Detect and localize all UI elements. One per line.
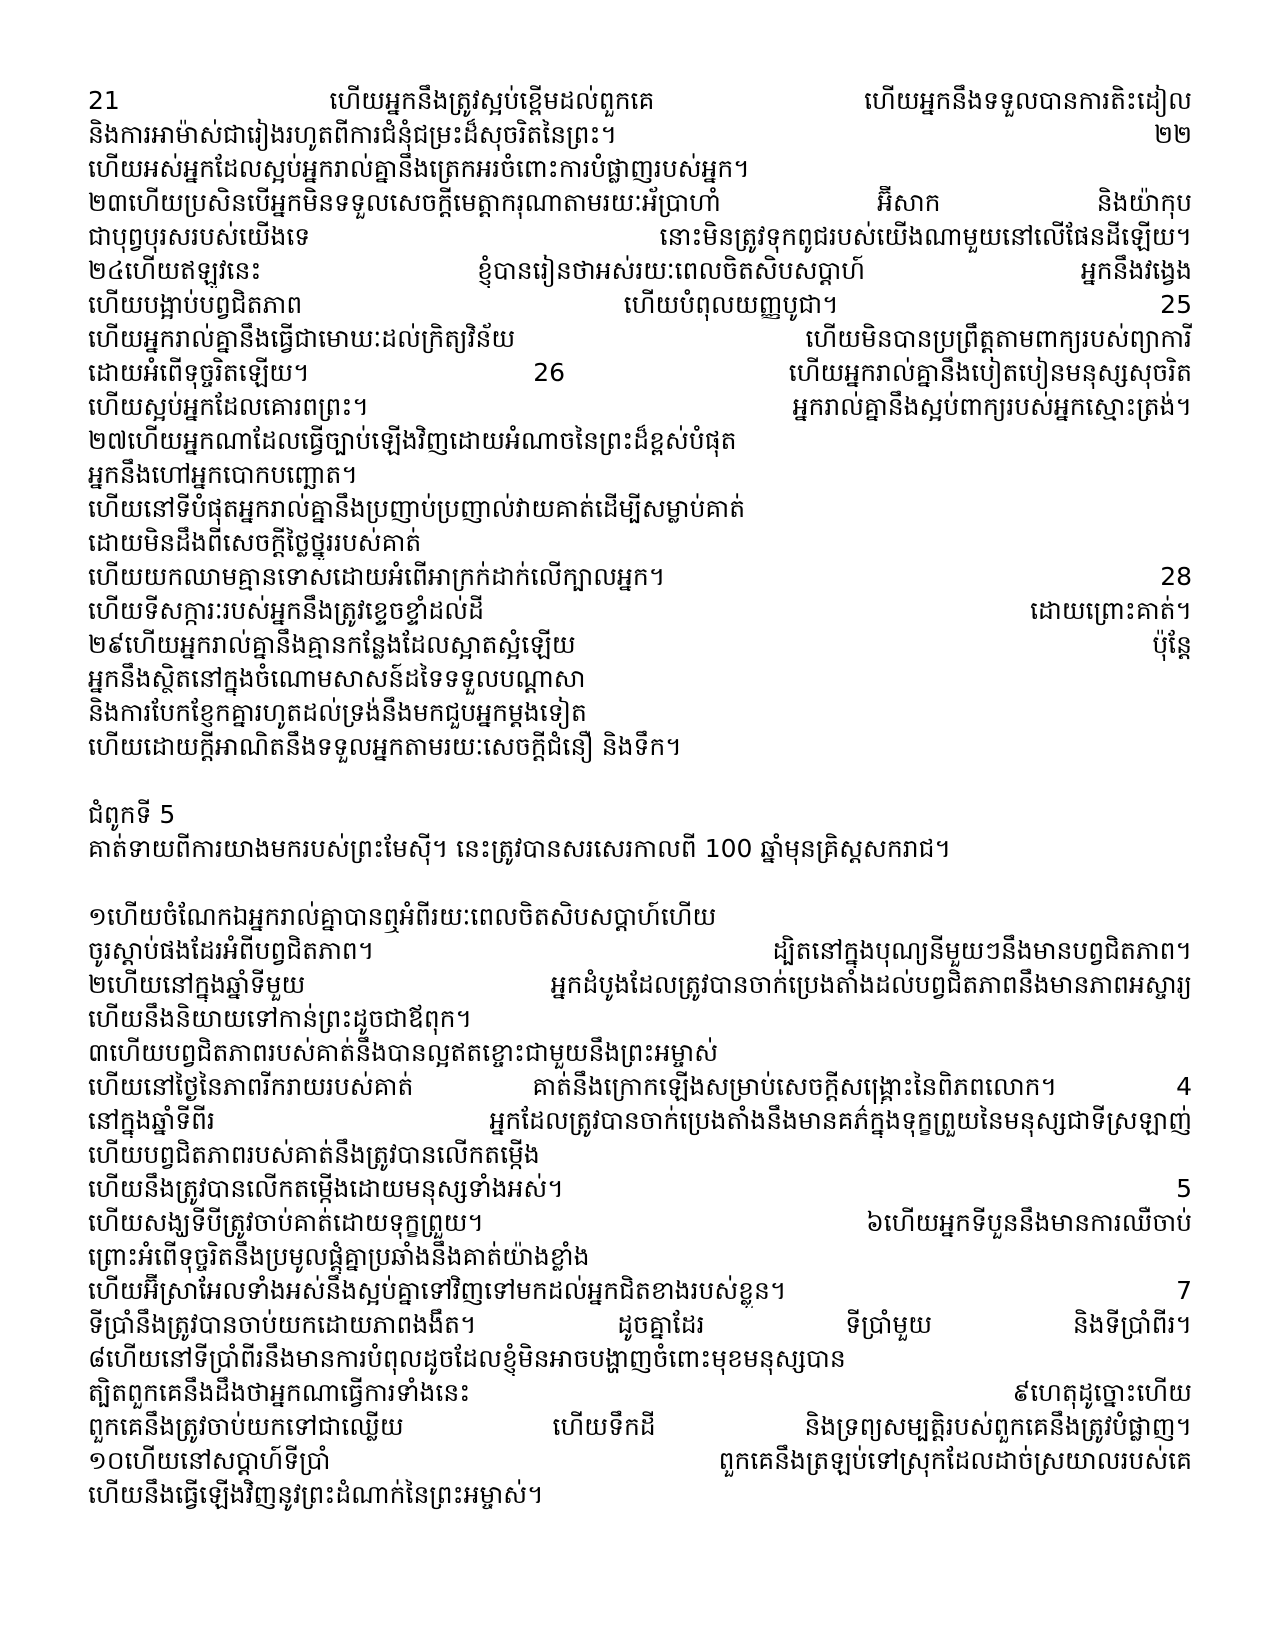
text-segment: ៩ហេតុដូច្នោះហើយ — [1012, 1378, 1192, 1407]
text-segment: អ្នករាល់គ្នានឹងស្អប់ពាក្យរបស់អ្នកស្មោះត្រង់។ — [792, 392, 1192, 421]
text-line — [88, 288, 1192, 322]
text-segment: អ្នកនឹងហៅអ្នកបោកបញ្ឆោត។ — [88, 460, 358, 489]
text-segment: ២៤ហើយឥឡូវនេះ — [88, 256, 262, 285]
text-segment: ១ហើយចំណែកឯអ្នករាល់គ្នាបានឮអំពីរយៈពេលចិតសិបសប្តាហ៍ហើយ — [88, 902, 717, 931]
text-line — [88, 1274, 1192, 1308]
text-line — [88, 1036, 1192, 1070]
text-segment: ពួកគេនឹងត្រឡប់ទៅស្រុកដែលដាច់ស្រយាលរបស់គេ — [718, 1446, 1192, 1475]
text-line — [88, 1206, 1192, 1240]
text-line — [88, 764, 1192, 798]
text-segment: ១០ហើយនៅសប្តាហ៍ទីប្រាំ — [88, 1446, 331, 1475]
text-segment: ហើយមិនបានប្រព្រឹត្តតាមពាក្យរបស់ព្យាការី — [805, 324, 1192, 353]
text-segment: ហើយនឹងត្រូវបានលើកតម្កើងដោយមនុស្សទាំងអស់។ — [88, 1174, 564, 1203]
text-line — [88, 1342, 1192, 1376]
text-segment: ព្រោះអំពើទុច្ចរិតនឹងប្រមូលផ្តុំគ្នាប្រឆាំងនឹងគាត់យ៉ាងខ្លាំង — [88, 1242, 590, 1271]
text-line — [88, 186, 1192, 220]
text-segment: និងយ៉ាកុប — [1096, 188, 1192, 217]
text-line — [88, 662, 1192, 696]
text-line — [88, 152, 1192, 186]
text-line — [88, 832, 1192, 866]
text-segment: 4 — [1176, 1072, 1192, 1101]
text-segment: 5 — [1176, 1174, 1192, 1203]
text-segment: ហើយស្អប់អ្នកដែលគោរពព្រះ។ — [88, 392, 369, 421]
text-segment: ជាបុព្វបុរសរបស់យើងទេ — [88, 222, 311, 251]
text-segment: ហើយអ្នកនឹងទទួលបានការតិះដៀល — [864, 86, 1192, 115]
text-segment: និងទីប្រាំពីរ។ — [1072, 1310, 1192, 1339]
text-segment: អ្នកដំបូងដែលត្រូវបានចាក់ប្រេងតាំងដល់បព្វជិតភាពនឹងមានភាពអស្ចារ្យ — [550, 970, 1192, 999]
text-segment: ហើយនៅទីបំផុតអ្នករាល់គ្នានឹងប្រញាប់ប្រញាល់វាយគាត់ដើម្បីសម្លាប់គាត់ — [88, 494, 746, 523]
text-segment: ហើយនៅថ្ងៃនៃភាពរីករាយរបស់គាត់ — [88, 1072, 414, 1101]
text-segment: 7 — [1176, 1276, 1192, 1305]
document-page — [88, 84, 1192, 1512]
text-segment: គាត់នឹងក្រោកឡើងសម្រាប់សេចក្តីសង្គ្រោះនៃពិភពលោក។ — [532, 1072, 1058, 1101]
text-line — [88, 560, 1192, 594]
text-line — [88, 1172, 1192, 1206]
text-segment: 25 — [1160, 290, 1192, 319]
text-line — [88, 1410, 1192, 1444]
text-segment: 21 — [88, 86, 120, 115]
text-segment: ហើយដោយក្តីអាណិតនឹងទទួលអ្នកតាមរយៈសេចក្តីជំនឿ និងទឹក។ — [88, 732, 682, 761]
text-line — [88, 424, 1192, 458]
text-segment: ៣ហើយបព្វជិតភាពរបស់គាត់នឹងបានល្អឥតខ្ចោះជាមួយនឹងព្រះអម្ចាស់ — [88, 1038, 719, 1067]
text-segment: ត្បិតពួកគេនឹងដឹងថាអ្នកណាធ្វើការទាំងនេះ — [88, 1378, 471, 1407]
text-segment: ៦ហើយអ្នកទីបួននឹងមានការឈឺចាប់ — [866, 1208, 1192, 1237]
text-segment: អ៊ីសាក — [877, 188, 941, 217]
text-segment: ២៣ហើយប្រសិនបើអ្នកមិនទទួលសេចក្តីមេត្តាករុណាតាមរយៈអ័ប្រាហាំ — [88, 188, 721, 217]
text-segment: 26 — [533, 358, 566, 387]
text-segment: អ្នកនឹងស្ថិតនៅក្នុងចំណោមសាសន៍ដទៃទទួលបណ្តាសា — [88, 664, 586, 693]
text-segment: ដោយអំពើទុច្ចរិតឡើយ។ — [88, 358, 310, 387]
text-line — [88, 1376, 1192, 1410]
text-segment: ដោយមិនដឹងពីសេចក្តីថ្លៃថ្នូររបស់គាត់ — [88, 528, 422, 557]
text-segment: ៨ហើយនៅទីប្រាំពីរនឹងមានការបំពុលដូចដែលខ្ញុំមិនអាចបង្ហាញចំពោះមុខមនុស្សបាន — [88, 1344, 846, 1373]
text-segment: ហើយសង្ឃទីបីត្រូវចាប់គាត់ដោយទុក្ខព្រួយ។ — [88, 1208, 484, 1237]
text-segment: ហើយអ៊ីស្រាអែលទាំងអស់នឹងស្អប់គ្នាទៅវិញទៅមកដល់អ្នកជិតខាងរបស់ខ្លួន។ — [88, 1276, 787, 1305]
text-segment: ដូចគ្នាដែរ — [617, 1310, 705, 1339]
text-line — [88, 1070, 1192, 1104]
text-segment: ២៧ហើយអ្នកណាដែលធ្វើច្បាប់ឡើងវិញដោយអំណាចនៃព្រះដ៏ខ្ពស់បំផុត — [88, 426, 737, 455]
text-line — [88, 492, 1192, 526]
text-line — [88, 594, 1192, 628]
text-segment: ហើយអ្នកនឹងត្រូវស្អប់ខ្ពើមដល់ពួកគេ — [329, 86, 655, 115]
text-segment: ហើយនឹងធ្វើឡើងវិញនូវព្រះដំណាក់នៃព្រះអម្ចាស់។ — [88, 1480, 544, 1509]
text-segment: និងការបែកខ្ញែកគ្នារហូតដល់ទ្រង់នឹងមកជួបអ្នកម្តងទៀត — [88, 698, 587, 727]
text-segment: អ្នកនឹងវង្វេង — [1080, 256, 1192, 285]
text-line — [88, 1240, 1192, 1274]
text-line — [88, 1444, 1192, 1478]
text-line — [88, 798, 1192, 832]
text-line — [88, 934, 1192, 968]
text-segment: ហើយយកឈាមគ្មានទោសដោយអំពើអាក្រក់ដាក់លើក្បាលអ្នក។ — [88, 562, 666, 591]
text-line — [88, 1002, 1192, 1036]
text-line — [88, 526, 1192, 560]
text-segment: ប៉ុន្តែ — [1152, 630, 1192, 659]
text-line — [88, 390, 1192, 424]
text-segment: ហើយទីសក្ការៈរបស់អ្នកនឹងត្រូវខ្ទេចខ្ទាំដល់ដី — [88, 596, 484, 625]
text-segment: ចូរស្តាប់ផងដែរអំពីបព្វជិតភាព។ — [88, 936, 375, 965]
text-line — [88, 118, 1192, 152]
text-segment: ទីប្រាំនឹងត្រូវបានចាប់យកដោយភាពងងឹត។ — [88, 1310, 477, 1339]
text-line — [88, 628, 1192, 662]
text-segment: ជំពូកទី 5 — [88, 800, 176, 829]
text-segment: និងទ្រព្យសម្បត្តិរបស់ពួកគេនឹងត្រូវបំផ្លាញ។ — [804, 1412, 1192, 1441]
text-segment: ២៩ហើយអ្នករាល់គ្នានឹងគ្មានកន្លែងដែលស្អាតស្អំឡើយ — [88, 630, 576, 659]
text-segment: ដ្បិតនៅក្នុងបុណ្យនីមួយៗនឹងមានបព្វជិតភាព។ — [772, 936, 1192, 965]
text-segment: ពួកគេនឹងត្រូវចាប់យកទៅជាឈ្លើយ — [88, 1412, 404, 1441]
text-line — [88, 900, 1192, 934]
text-segment: ដោយព្រោះគាត់។ — [1030, 596, 1192, 625]
text-segment: អ្នកដែលត្រូវបានចាក់ប្រេងតាំងនឹងមានគភ៌ក្នុងទុក្ខព្រួយនៃមនុស្សជាទីស្រឡាញ់ — [489, 1106, 1192, 1135]
text-segment: ២២ — [1154, 120, 1192, 149]
text-line — [88, 356, 1192, 390]
text-segment: គាត់ទាយពីការយាងមករបស់ព្រះមែស៊ី។ នេះត្រូវបានសរសេរកាលពី 100 ឆ្នាំមុនគ្រិស្តសករាជ។ — [88, 834, 951, 863]
text-line — [88, 1104, 1192, 1138]
text-segment: ខ្ញុំបានរៀនថាអស់រយៈពេលចិតសិបសប្តាហ៍ — [477, 256, 866, 285]
text-line — [88, 254, 1192, 288]
text-segment: ហើយនឹងនិយាយទៅកាន់ព្រះដូចជាឪពុក។ — [88, 1004, 473, 1033]
text-segment: នៅក្នុងឆ្នាំទីពីរ — [88, 1106, 215, 1135]
text-line — [88, 968, 1192, 1002]
text-segment: ហើយបព្វជិតភាពរបស់គាត់នឹងត្រូវបានលើកតម្កើង — [88, 1140, 540, 1169]
text-segment: និងការអាម៉ាស់ជារៀងរហូតពីការជំនុំជម្រះដ៏សុចរិតនៃព្រះ។ — [88, 120, 617, 149]
text-line — [88, 322, 1192, 356]
text-segment: ហើយបំពុលយញ្ញបូជា។ — [623, 290, 839, 319]
text-segment: ហើយបង្អាប់បព្វជិតភាព — [88, 290, 303, 319]
text-line — [88, 1308, 1192, 1342]
text-segment: ហើយអ្នករាល់គ្នានឹងបៀតបៀនមនុស្សសុចរិត — [788, 358, 1192, 387]
text-line — [88, 696, 1192, 730]
text-line — [88, 730, 1192, 764]
text-segment: ហើយអ្នករាល់គ្នានឹងធ្វើជាមោឃៈដល់ក្រិត្យវិន័យ — [88, 324, 516, 353]
text-segment: ទីប្រាំមួយ — [845, 1310, 933, 1339]
text-line — [88, 1138, 1192, 1172]
text-segment: នោះមិនត្រូវទុកពូជរបស់យើងណាមួយនៅលើផែនដីឡើយ។ — [659, 222, 1192, 251]
text-segment: ២ហើយនៅក្នុងឆ្នាំទីមួយ — [88, 970, 306, 999]
text-segment: 28 — [1160, 562, 1192, 591]
text-segment: ហើយអស់អ្នកដែលស្អប់អ្នករាល់គ្នានឹងត្រេកអរចំពោះការបំផ្លាញរបស់អ្នក។ — [88, 154, 750, 183]
text-line — [88, 1478, 1192, 1512]
text-segment: ហើយទឹកដី — [552, 1412, 656, 1441]
text-line — [88, 458, 1192, 492]
text-line — [88, 866, 1192, 900]
text-line — [88, 220, 1192, 254]
text-line — [88, 84, 1192, 118]
